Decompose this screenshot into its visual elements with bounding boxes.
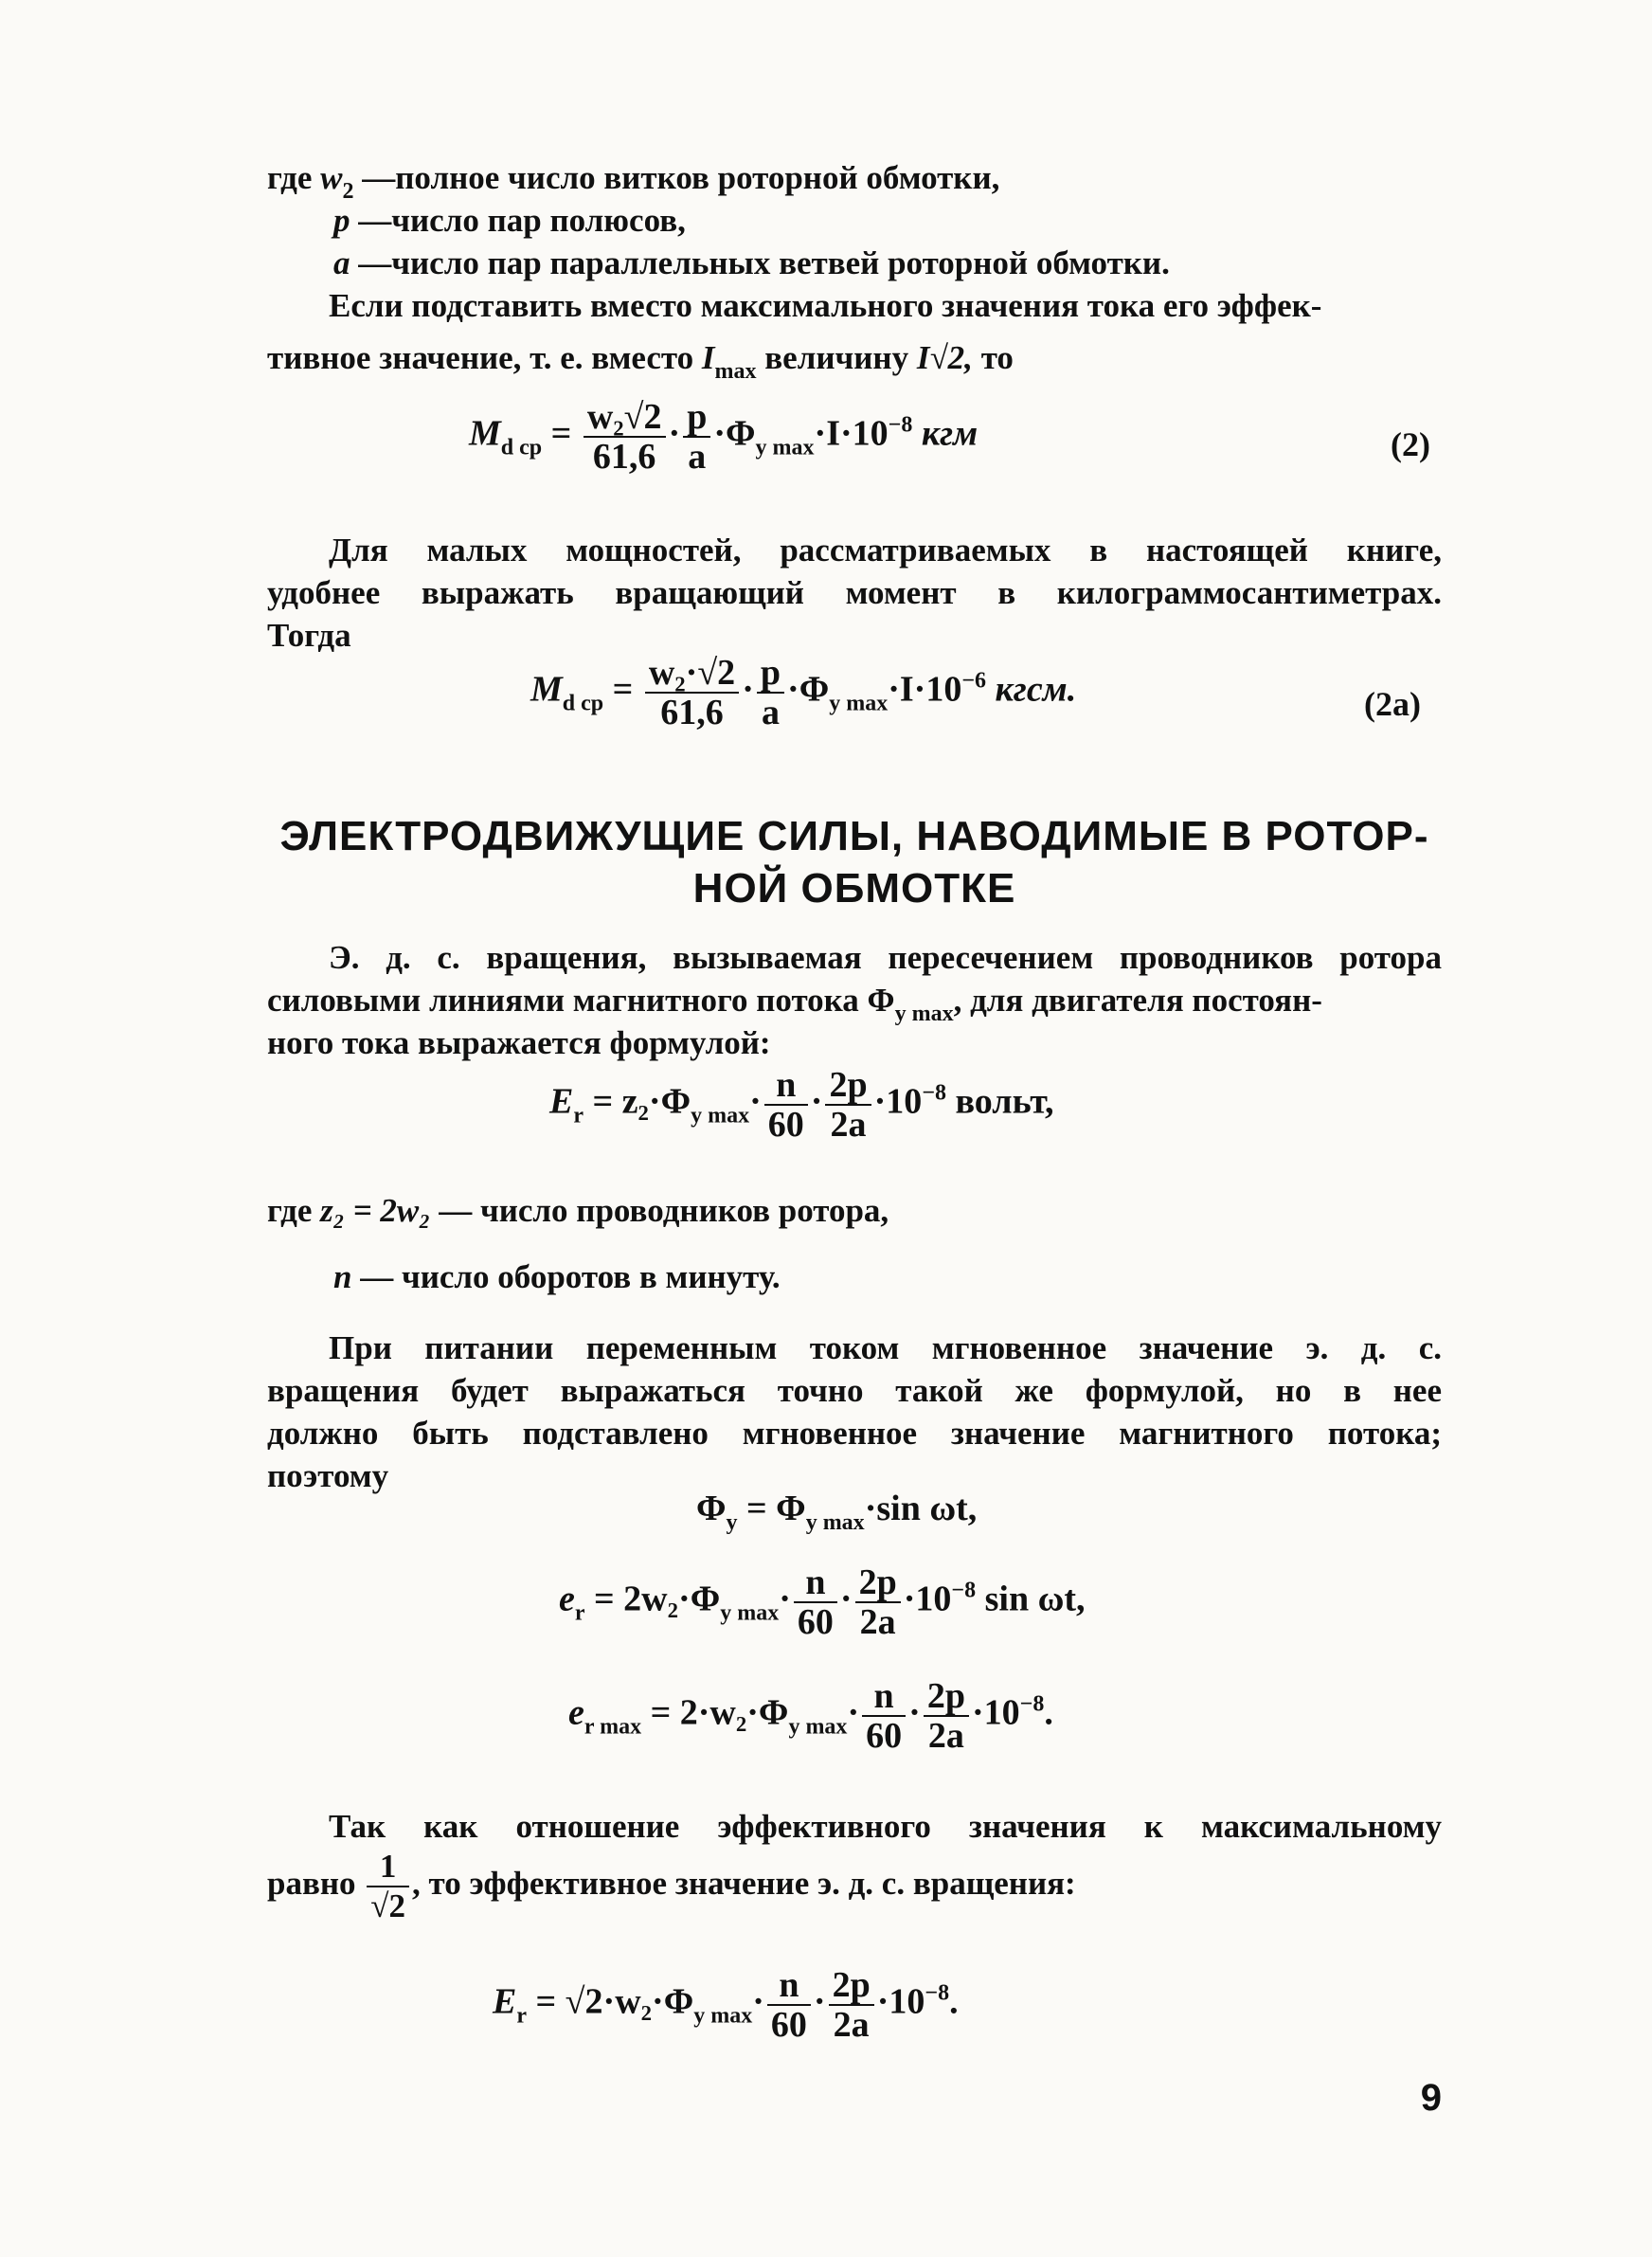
equation-2: $M_{d ср}$ = $\frac{\text{w₂√2}}{61,6}$ · $\frac{p}{a}$ $\cdot\Phi_{y max}\cdot I\cdot 10^{-8}$ кгм: [469, 397, 979, 477]
section-heading: ЭЛЕКТРОДВИЖУЩИЕ СИЛЫ, НАВОДИМЫЕ В РОТОР- НОЙ ОБМОТКЕ: [279, 813, 1429, 912]
def-line-a: a —число пар параллельных ветвей роторной обмотки.: [333, 244, 1170, 281]
equation-emf-effective: $E_r = √2\cdot w_2\cdot\Phi_{y max}\cdot$ $\frac{n}{60}$ · $\frac{2p}{2a}$ $\cdot 10^{-8}$.: [493, 1965, 959, 2045]
fraction: $\frac{n}{60}$: [764, 1066, 808, 1144]
equation-2a: $M_{d ср}$ = $\frac{\text{w₂·√2}}{61,6}$ · $\frac{p}{a}$ $\cdot\Phi_{y max}\cdot I\cdot 10^{-6}$ кгсм.: [530, 653, 1077, 732]
para5-line4: поэтому: [267, 1457, 389, 1494]
fraction: $\frac{\text{w₂·√2}}{61,6}$: [645, 654, 739, 731]
para4-line2: силовыми линиями магнитного потока $\Phi_{y max}$, для двигателя постоян-: [267, 982, 1322, 1026]
fraction: $\frac{n}{60}$: [862, 1677, 906, 1755]
para6-line2: равно $\frac{1}{√2}$ , то эффективное значение э. д. с. вращения:: [267, 1848, 1076, 1924]
para5-line1: При питании переменным током мгновенное значение э. д. с.: [329, 1329, 1442, 1366]
fraction: $\frac{p}{a}$: [757, 654, 784, 731]
fraction: $\frac{2p}{2a}$: [924, 1677, 969, 1755]
para3-line3: Тогда: [267, 617, 351, 654]
page-number: 9: [1420, 2077, 1442, 2119]
equation-emf-instant: $e_r = 2w_2\cdot\Phi_{y max}\cdot$ $\frac{n}{60}$ · $\frac{2p}{2a}$ $\cdot 10^{-8}$ sin ωt,: [559, 1562, 1086, 1642]
para4-line3: ного тока выражается формулой:: [267, 1024, 771, 1061]
equation-emf-dc: $E_r = z_2\cdot\Phi_{y max}\cdot$ $\frac{n}{60}$ · $\frac{2p}{2a}$ $\cdot 10^{-8}$ вольт,: [549, 1065, 1054, 1145]
fraction: $\frac{n}{60}$: [767, 1966, 811, 2044]
para3-line1: Для малых мощностей, рассматриваемых в настоящей книге,: [329, 532, 1442, 569]
equation-number: (2): [1391, 425, 1430, 463]
para5-line2: вращения будет выражаться точно такой же формулой, но в нее: [267, 1372, 1442, 1409]
para4-line1: Э. д. с. вращения, вызываемая пересечением проводников ротора: [329, 939, 1442, 976]
para2-line2: тивное значение, т. е. вместо $I_{max}$ величину I√2, то: [267, 339, 1014, 384]
para3-line2: удобнее выражать вращающий момент в килограммосантиметрах.: [267, 574, 1442, 611]
fraction: $\frac{2p}{2a}$: [825, 1066, 871, 1144]
def-line-p: p —число пар полюсов,: [333, 202, 686, 239]
def-line-z2: где z₂ = 2w₂ — число проводников ротора,: [267, 1192, 889, 1229]
fraction: $\frac{n}{60}$: [794, 1563, 837, 1641]
equation-number: (2a): [1364, 685, 1421, 723]
fraction: $\frac{\text{w₂√2}}{61,6}$: [584, 398, 666, 476]
fraction: $\frac{1}{√2}$: [367, 1848, 409, 1925]
def-line-w2: где $w_2$ —полное число витков роторной обмотки,: [267, 159, 1000, 204]
equation-flux: $\Phi_y = \Phi_{y max}\cdot\sin$ ωt,: [696, 1489, 978, 1535]
fraction: $\frac{2p}{2a}$: [829, 1966, 874, 2044]
fraction: $\frac{p}{a}$: [683, 398, 710, 476]
equation-emf-max: $e_{r max} = 2\cdot w_2\cdot\Phi_{y max}\cdot$ $\frac{n}{60}$ · $\frac{2p}{2a}$ $\cdot 10^{-8}$.: [568, 1676, 1053, 1756]
def-line-n: n — число оборотов в минуту.: [333, 1258, 781, 1295]
para2-line1: Если подставить вместо максимального значения тока его эффек-: [329, 287, 1322, 324]
para6-line1: Так как отношение эффективного значения к максимальному: [329, 1808, 1442, 1845]
para5-line3: должно быть подставлено мгновенное значение магнитного потока;: [267, 1415, 1442, 1452]
fraction: $\frac{2p}{2a}$: [855, 1563, 901, 1641]
